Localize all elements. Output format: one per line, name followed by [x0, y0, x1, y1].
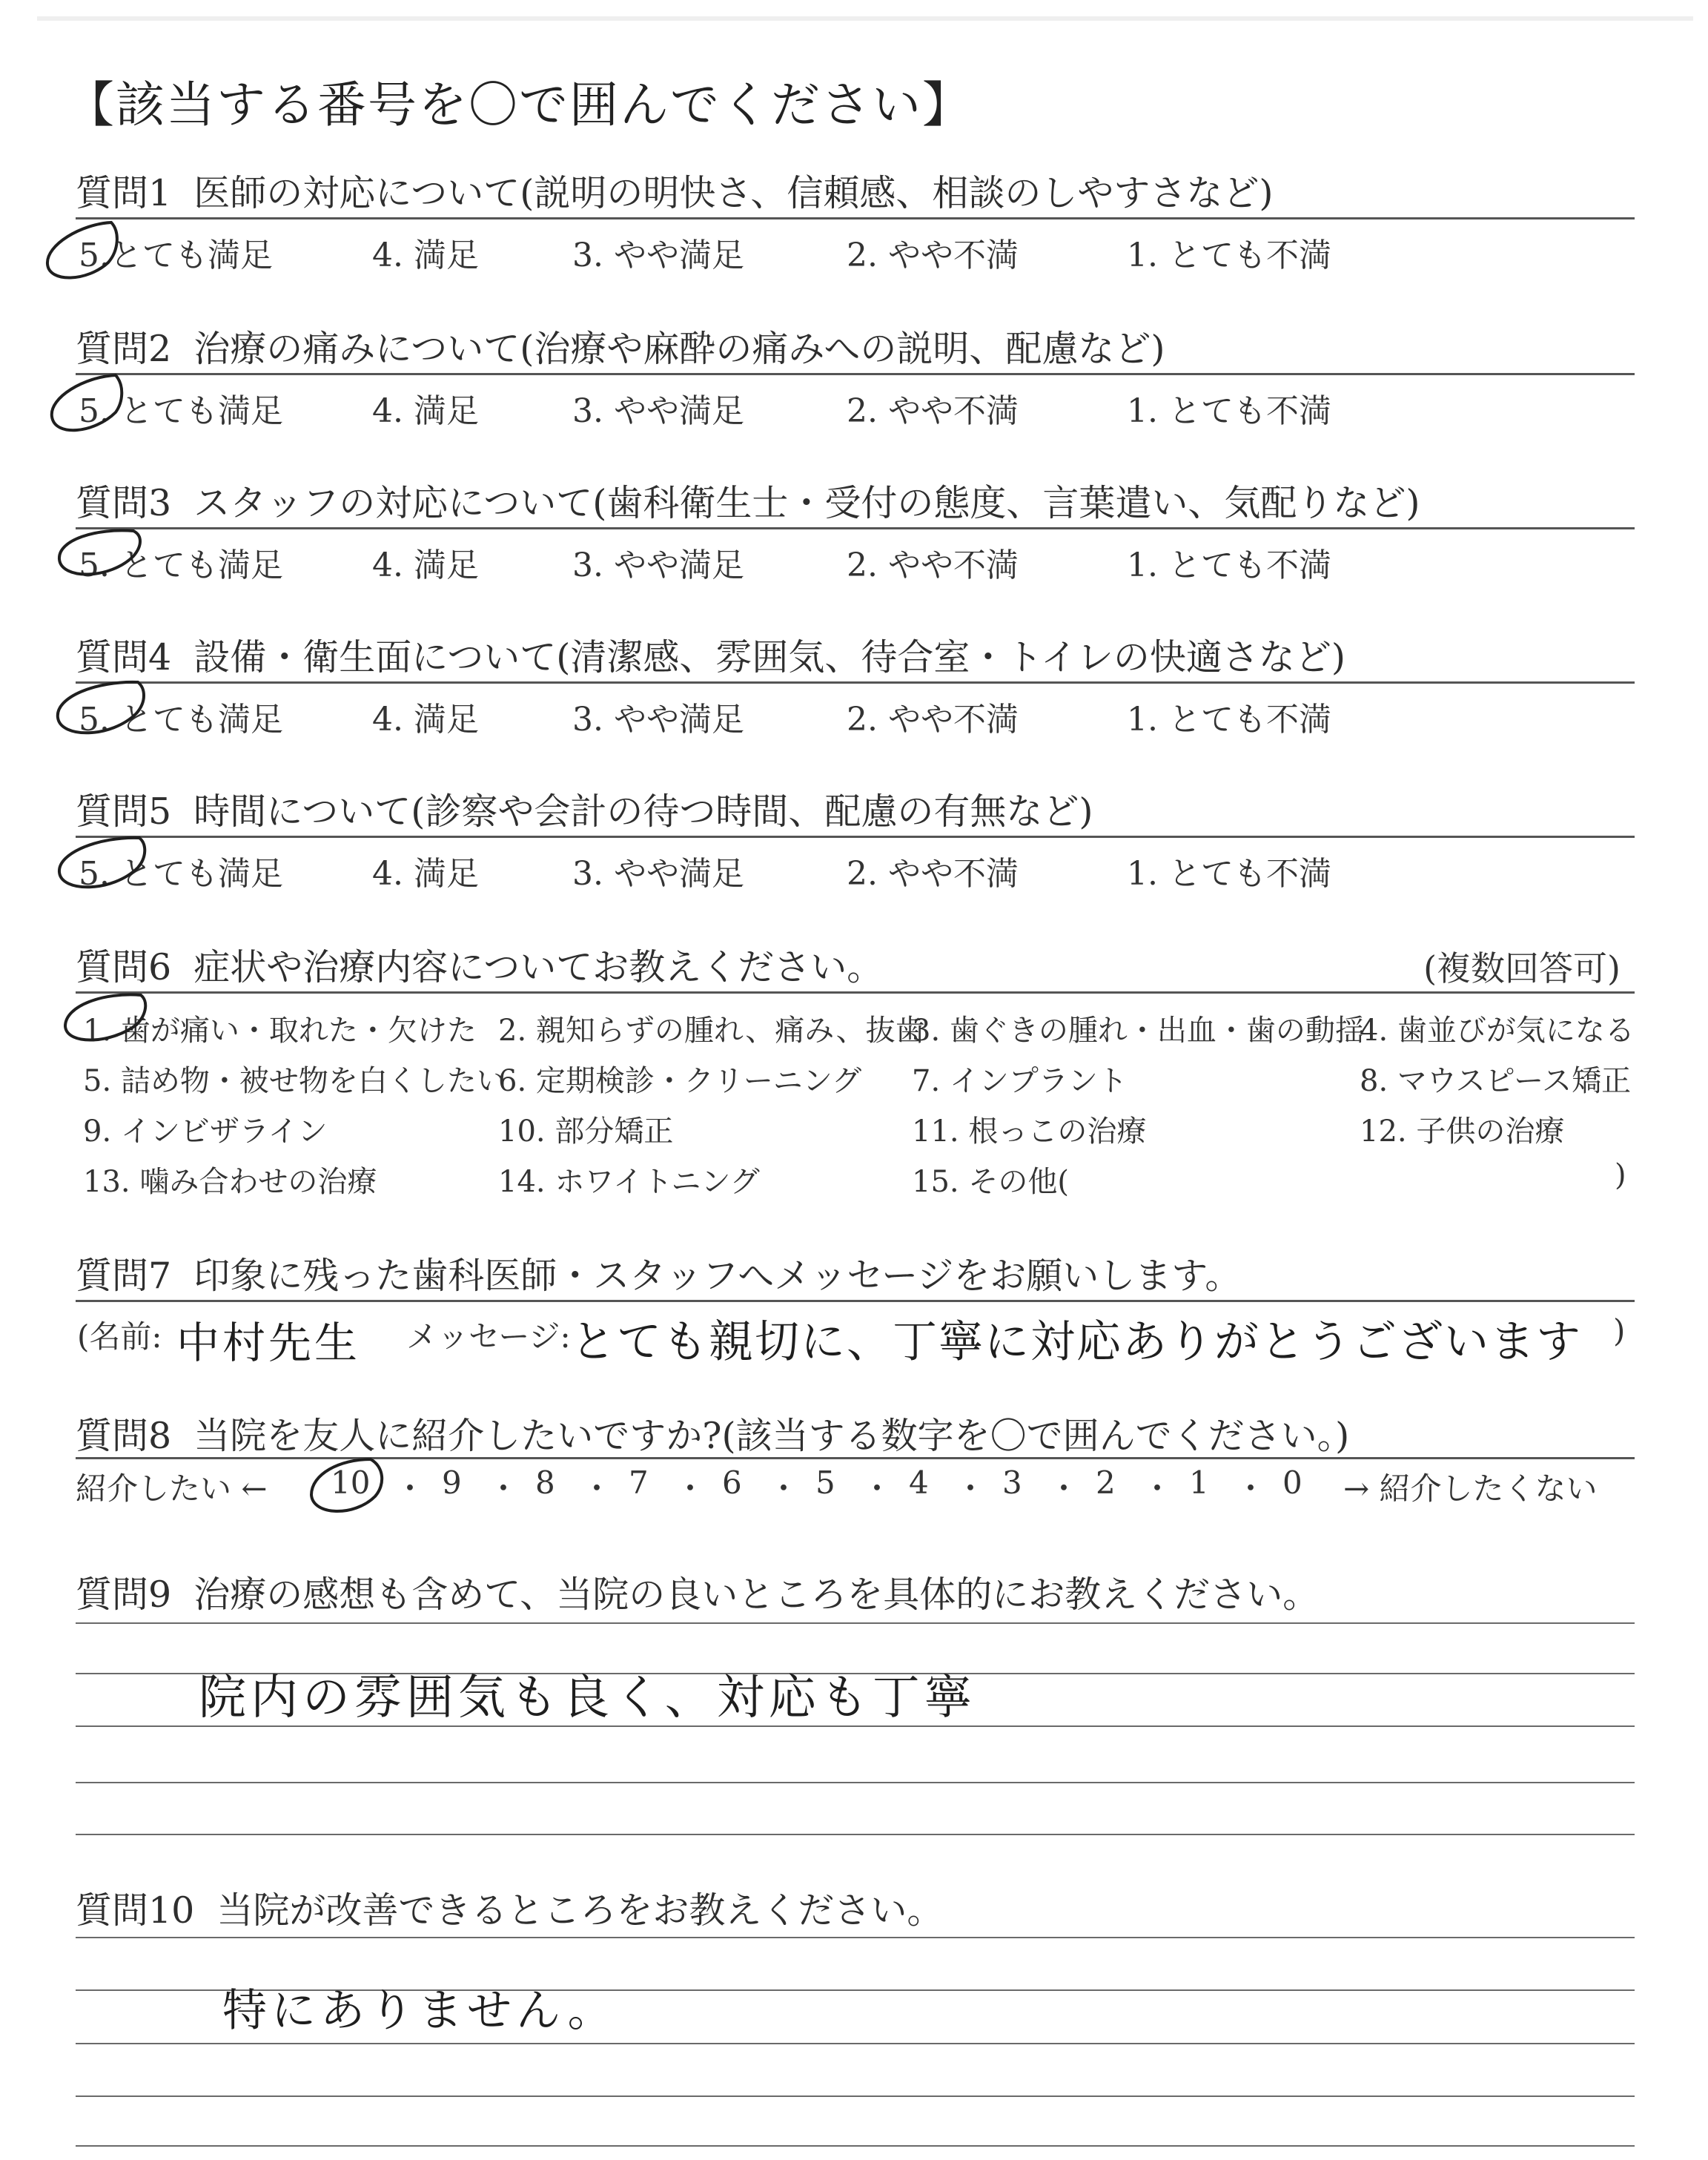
scale-10[interactable]: 10: [331, 1464, 371, 1501]
q1-option-5[interactable]: 5.とても満足: [79, 237, 273, 274]
symptom-option-3[interactable]: 3. 歯ぐきの腫れ・出血・歯の動揺: [912, 1014, 1365, 1048]
scale-6[interactable]: 6: [722, 1464, 742, 1501]
q5-option-1[interactable]: 1. とても不満: [1127, 855, 1331, 893]
scale-0[interactable]: 0: [1282, 1464, 1302, 1501]
question-9-number: 質問9: [76, 1573, 172, 1616]
q1-option-2[interactable]: 2. やや不満: [847, 237, 1019, 274]
scale-4[interactable]: 4: [909, 1464, 929, 1501]
q4-option-2[interactable]: 2. やや不満: [847, 701, 1019, 739]
question-7-divider: [76, 1300, 1635, 1302]
message-close-paren: ): [1613, 1312, 1626, 1349]
question-4-title: [76, 629, 1345, 681]
question-8-title: [76, 1407, 1349, 1459]
question-10-text: 当院が改善できるところをお教えください。: [216, 1889, 944, 1932]
symptom-option-5[interactable]: 5. 詰め物・被せ物を白くしたい: [83, 1064, 506, 1098]
symptom-option-14[interactable]: 14. ホワイトニング: [498, 1165, 760, 1199]
recommend-scale: [76, 1464, 1640, 1509]
q4-option-4[interactable]: 4. 満足: [372, 701, 479, 739]
question-2-divider: [76, 373, 1635, 375]
scale-dot: ・: [768, 1470, 800, 1507]
scale-9[interactable]: 9: [442, 1464, 462, 1501]
q1-option-4[interactable]: 4. 満足: [372, 237, 479, 274]
question-10-title: [76, 1882, 943, 1934]
question-3-title: [76, 475, 1420, 526]
question-10-number: 質問10: [76, 1889, 195, 1932]
q2-option-5[interactable]: 5. とても満足: [79, 392, 283, 430]
scale-dot: ・: [1142, 1470, 1174, 1507]
question-3-text: スタッフの対応について(歯科衛生士・受付の態度、言葉遣い、気配りなど): [193, 482, 1420, 524]
answer-line: [76, 2043, 1635, 2044]
question-8-divider: [76, 1457, 1635, 1459]
symptom-option-2[interactable]: 2. 親知らずの腫れ、痛み、抜歯: [498, 1014, 925, 1048]
q3-option-4[interactable]: 4. 満足: [372, 546, 479, 584]
q4-option-1[interactable]: 1. とても不満: [1127, 701, 1331, 739]
q1-option-3[interactable]: 3. やや満足: [572, 237, 744, 274]
question-1-divider: [76, 217, 1635, 219]
answer-line: [76, 2145, 1635, 2147]
q3-option-2[interactable]: 2. やや不満: [847, 546, 1019, 584]
question-1-text: 医師の対応について(説明の明快さ、信頼感、相談のしやすさなど): [193, 172, 1274, 214]
scale-dot: ・: [1235, 1470, 1267, 1507]
question-5-number: 質問5: [76, 790, 172, 833]
question-9-text: 治療の感想も含めて、当院の良いところを具体的にお教えください。: [193, 1573, 1320, 1616]
question-2-number: 質問2: [76, 328, 172, 370]
question-7-title: [76, 1247, 1241, 1299]
question-4-divider: [76, 681, 1635, 684]
answer-line: [76, 1834, 1635, 1835]
q3-option-3[interactable]: 3. やや満足: [572, 546, 744, 584]
symptom-option-7[interactable]: 7. インプラント: [912, 1064, 1128, 1098]
multiple-answers-note: (複数回答可): [1423, 948, 1621, 988]
question-8-text: 当院を友人に紹介したいですか?(該当する数字を〇で囲んでください。): [193, 1415, 1350, 1457]
q5-option-3[interactable]: 3. やや満足: [572, 855, 744, 893]
q1-option-1[interactable]: 1. とても不満: [1127, 237, 1331, 274]
question-8-number: 質問8: [76, 1415, 172, 1457]
improvements-answer[interactable]: 特にありません。: [222, 1985, 617, 2037]
symptom-option-13[interactable]: 13. 噛み合わせの治療: [83, 1165, 377, 1199]
scale-3[interactable]: 3: [1002, 1464, 1022, 1501]
question-5-title: [76, 783, 1093, 835]
q5-option-5[interactable]: 5. とても満足: [79, 855, 283, 893]
question-1-title: [76, 165, 1273, 217]
symptom-option-15[interactable]: 15. その他(: [912, 1165, 1069, 1199]
scale-dot: ・: [394, 1470, 426, 1507]
symptom-option-8[interactable]: 8. マウスピース矯正: [1360, 1064, 1632, 1098]
question-2-title: [76, 320, 1165, 372]
q2-option-3[interactable]: 3. やや満足: [572, 392, 744, 430]
question-5-text: 時間について(診察や会計の待つ時間、配慮の有無など): [193, 790, 1093, 833]
question-2-text: 治療の痛みについて(治療や麻酔の痛みへの説明、配慮など): [193, 328, 1165, 370]
q5-option-4[interactable]: 4. 満足: [372, 855, 479, 893]
scale-dot: ・: [861, 1470, 893, 1507]
message-label: メッセージ:: [406, 1318, 571, 1355]
answer-line: [76, 1937, 1635, 1938]
question-6-text: 症状や治療内容についてお教えください。: [193, 946, 884, 988]
question-4-text: 設備・衛生面について(清潔感、雰囲気、待合室・トイレの快適さなど): [193, 636, 1345, 678]
q2-option-4[interactable]: 4. 満足: [372, 392, 479, 430]
question-3-number: 質問3: [76, 482, 172, 524]
question-3-divider: [76, 527, 1635, 529]
symptom-option-11[interactable]: 11. 根っこの治療: [912, 1114, 1147, 1149]
question-2-options: [0, 384, 1708, 429]
symptom-option-6[interactable]: 6. 定期検診・クリーニング: [498, 1064, 862, 1098]
question-6-divider: [76, 991, 1635, 994]
question-7-number: 質問7: [76, 1255, 172, 1297]
question-5-divider: [76, 836, 1635, 838]
scale-dot: ・: [1048, 1470, 1080, 1507]
scale-1[interactable]: 1: [1189, 1464, 1209, 1501]
question-6-number: 質問6: [76, 946, 172, 988]
message-value[interactable]: とても親切に、丁寧に対応ありがとうございます: [571, 1316, 1582, 1368]
scale-dot: ・: [955, 1470, 987, 1507]
answer-line: [76, 2095, 1635, 2097]
symptom-option-12[interactable]: 12. 子供の治療: [1360, 1114, 1565, 1149]
staff-name-value[interactable]: 中村先生: [176, 1318, 361, 1368]
q3-option-1[interactable]: 1. とても不満: [1127, 546, 1331, 584]
q2-option-1[interactable]: 1. とても不満: [1127, 392, 1331, 430]
scale-2[interactable]: 2: [1096, 1464, 1116, 1501]
question-9-title: [76, 1566, 1319, 1618]
question-1-number: 質問1: [76, 172, 172, 214]
scale-dot: ・: [488, 1470, 520, 1507]
form-heading: 【該当する番号を〇で囲んでください】: [65, 76, 973, 133]
question-1-options: [0, 228, 1708, 273]
question-7-text: 印象に残った歯科医師・スタッフへメッセージをお願いします。: [193, 1255, 1242, 1297]
other-close-paren: ): [1615, 1158, 1626, 1192]
question-6-title: [76, 939, 883, 991]
answer-line: [76, 1782, 1635, 1783]
page-top-edge: [37, 16, 1693, 21]
recommend-left-label: 紹介したい ←: [76, 1470, 268, 1507]
question-4-options: [0, 693, 1708, 737]
q2-option-2[interactable]: 2. やや不満: [847, 392, 1019, 430]
q4-option-5[interactable]: 5. とても満足: [79, 701, 283, 739]
name-label: (名前:: [77, 1318, 162, 1355]
q5-option-2[interactable]: 2. やや不満: [847, 855, 1019, 893]
symptom-option-4[interactable]: 4. 歯並びが気になる: [1360, 1014, 1635, 1048]
symptom-option-10[interactable]: 10. 部分矯正: [498, 1114, 674, 1149]
scale-8[interactable]: 8: [535, 1464, 555, 1501]
recommend-right-label: → 紹介したくない: [1343, 1470, 1598, 1507]
good-points-answer[interactable]: 院内の雰囲気も良く、対応も丁寧: [199, 1671, 976, 1725]
scale-dot: ・: [675, 1470, 706, 1507]
scale-5[interactable]: 5: [815, 1464, 835, 1501]
scale-7[interactable]: 7: [629, 1464, 649, 1501]
question-3-options: [0, 538, 1708, 583]
scale-dot: ・: [581, 1470, 613, 1507]
question-4-number: 質問4: [76, 636, 172, 678]
q3-option-5[interactable]: 5. とても満足: [79, 546, 283, 584]
symptom-option-1[interactable]: 1. 歯が痛い・取れた・欠けた: [83, 1014, 477, 1048]
answer-line: [76, 1622, 1635, 1624]
symptom-option-9[interactable]: 9. インビザライン: [83, 1114, 328, 1149]
question-5-options: [0, 847, 1708, 891]
q4-option-3[interactable]: 3. やや満足: [572, 701, 744, 739]
